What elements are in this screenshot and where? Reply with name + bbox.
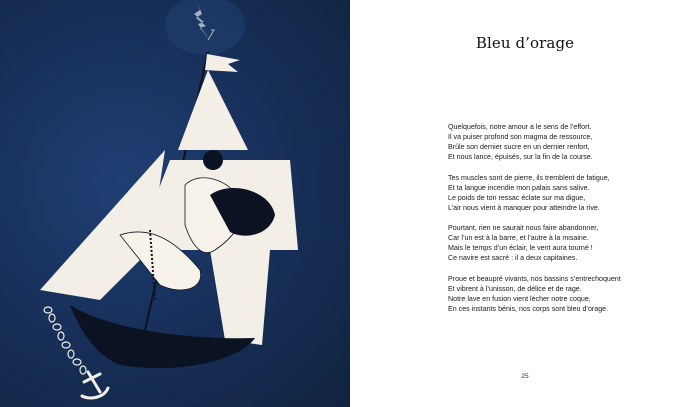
- lower-sail: [210, 250, 270, 345]
- poem-body: [448, 122, 688, 324]
- poem-line: En ces instants bénis, nos corps sont bleu d’orage.: [448, 304, 609, 313]
- pennant-flag: [205, 54, 240, 72]
- poem-line: Car l’un est à la barre, et l’autre à la misaine.: [448, 234, 589, 242]
- poem-line: Brûle son dernier sucre en un dernier renfort,: [448, 143, 590, 151]
- poem-line: Et ta langue incendie mon palais sans salive.: [448, 183, 590, 192]
- poem-line: Notre lave en fusion vient lécher notre coque,: [448, 294, 591, 303]
- poem-line: Ce navire est sacré : il a deux capitaines.: [448, 254, 578, 262]
- stanza-1: [448, 122, 688, 162]
- poem-line: Mais le temps d’un éclair, le vent aura tourné !: [448, 244, 593, 252]
- poem-line: Quelquefois, notre amour a le sens de l’effort.: [448, 123, 592, 131]
- text-page: [350, 0, 700, 407]
- poem-line: Proue et beaupré vivants, nos bassins s’entrechoquent: [448, 274, 621, 283]
- poem-line: Le poids de ton ressac éclate sur ma digue,: [448, 193, 586, 202]
- poem-line: Tes muscles sont de pierre, ils tremblent de fatigue,: [448, 173, 610, 182]
- poem-title: Bleu d’orage: [475, 34, 575, 52]
- page-number: 25: [521, 373, 529, 380]
- poem-line: Il va puiser profond son magma de ressource,: [448, 133, 593, 141]
- top-sail: [178, 70, 248, 150]
- poem-line: Pourtant, rien ne saurait nous faire abandonner,: [448, 224, 599, 232]
- anchor-icon: [82, 372, 108, 398]
- stanza-3: [448, 223, 688, 263]
- jib-sail: [40, 150, 165, 300]
- poem-line: Et nous lance, épuisés, sur la fin de la course.: [448, 153, 593, 161]
- stanza-4: [448, 274, 688, 314]
- poem-line: Et vibrent à l’unisson, de délice et de rage.: [448, 284, 582, 293]
- poem-line: L’air nous vient à manquer pour atteindre la rive.: [448, 203, 600, 212]
- stanza-2: [448, 173, 688, 213]
